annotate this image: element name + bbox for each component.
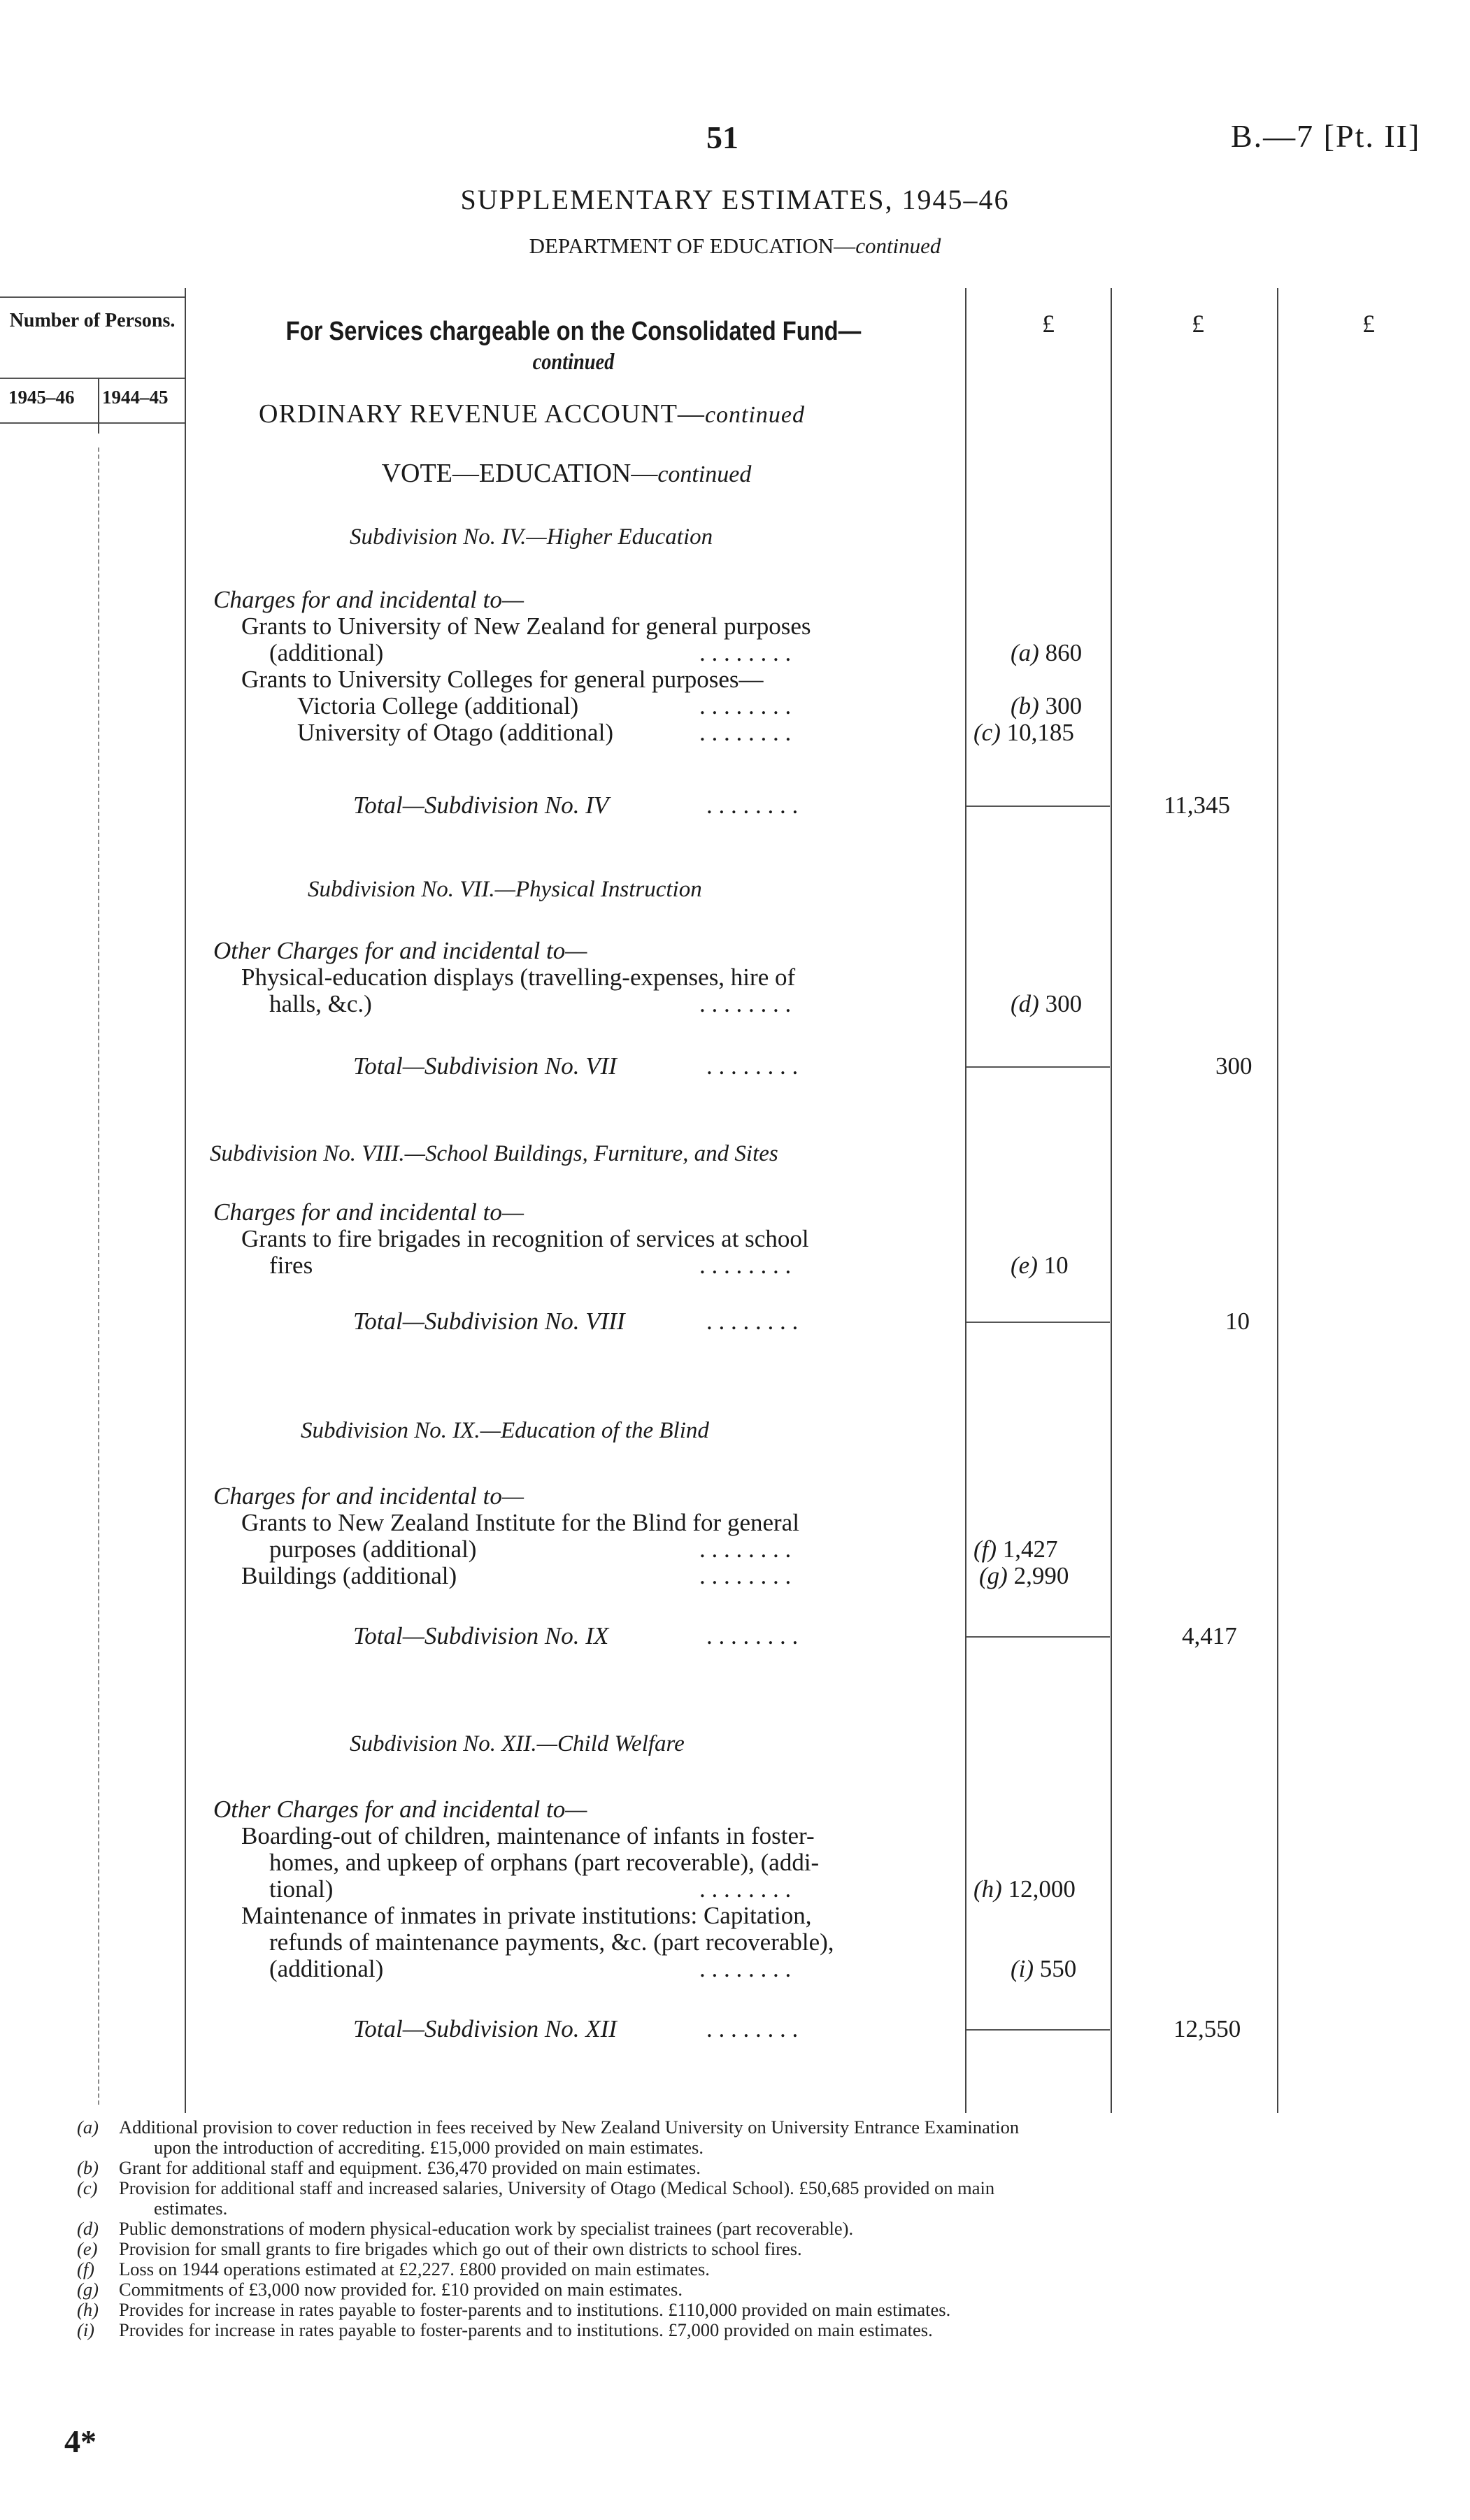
leader-dots: . . . . . . . . xyxy=(699,639,792,666)
total-rule xyxy=(966,2029,1110,2031)
subdivision-total: 12,550 xyxy=(1173,2015,1241,2042)
amount-entry: (d) 300 xyxy=(1011,990,1083,1017)
leader-dots: . . . . . . . . xyxy=(706,1052,799,1080)
charges-intro: Other Charges for and incidental to— xyxy=(213,1796,587,1823)
footnote: (g) Commitments of £3,000 now provided for. £10 provided on main estimates. xyxy=(77,2279,683,2300)
page-title: SUPPLEMENTARY ESTIMATES, 1945–46 xyxy=(460,184,1010,215)
subdivision-heading: Subdivision No. XII.—Child Welfare xyxy=(350,1731,685,1756)
item-line: tional) xyxy=(269,1875,334,1903)
footnote: (d) Public demonstrations of modern physical-education work by specialist trainees (part recoverable). xyxy=(77,2218,854,2239)
amount-column-right xyxy=(1277,288,1278,2113)
printer-signature-mark: 4* xyxy=(64,2424,97,2459)
item-line: purposes (additional) xyxy=(269,1535,477,1563)
subdivision-total: 10 xyxy=(1225,1308,1250,1335)
subdivision-total-label: Total—Subdivision No. VIII xyxy=(353,1308,625,1335)
table-top-rule xyxy=(0,296,185,298)
item-line: (additional) xyxy=(269,1955,384,1982)
item-line: University of Otago (additional) xyxy=(297,719,613,746)
year-dashes xyxy=(98,448,99,2105)
page-number: 51 xyxy=(706,120,738,155)
currency-header-3: £ xyxy=(1362,310,1375,338)
amount-entry: (e) 10 xyxy=(1011,1252,1069,1279)
total-rule xyxy=(966,1066,1110,1068)
leader-dots: . . . . . . . . xyxy=(706,2015,799,2042)
subdivision-total-label: Total—Subdivision No. XII xyxy=(353,2015,617,2042)
leader-dots: . . . . . . . . xyxy=(699,1252,792,1279)
services-heading: For Services chargeable on the Consolidated Fund— continued xyxy=(285,317,862,375)
footnotes xyxy=(77,2117,1371,2340)
leader-dots: . . . . . . . . xyxy=(706,1308,799,1335)
vote-heading: VOTE—EDUCATION—continued xyxy=(381,459,752,488)
item-line: Physical-education displays (travelling-expenses, hire of xyxy=(241,964,796,991)
item-line: halls, &c.) xyxy=(269,990,372,1017)
charges-intro: Charges for and incidental to— xyxy=(213,586,524,613)
leader-dots: . . . . . . . . xyxy=(706,1622,799,1649)
subdivision-total-label: Total—Subdivision No. IV xyxy=(353,792,609,819)
item-line: (additional) xyxy=(269,639,384,666)
footnote: (i) Provides for increase in rates payable to foster-parents and to institutions. £7,000 provided on main estimates. xyxy=(77,2319,933,2340)
item-line: refunds of maintenance payments, &c. (part recoverable), xyxy=(269,1928,834,1956)
leader-dots: . . . . . . . . xyxy=(706,792,799,819)
subdivision-total: 300 xyxy=(1215,1052,1253,1080)
item-line: Grants to fire brigades in recognition of services at school xyxy=(241,1225,809,1252)
subdivision-heading: Subdivision No. VII.—Physical Instruction xyxy=(308,877,702,902)
leader-dots: . . . . . . . . xyxy=(699,692,792,720)
number-of-persons-header: Number of Persons. xyxy=(9,310,176,331)
footnote: (c) Provision for additional staff and increased salaries, University of Otago (Medical School). £50,685 provided on main xyxy=(77,2177,995,2198)
total-rule xyxy=(966,1322,1110,1323)
footnote: (a) Additional provision to cover reduction in fees received by New Zealand University on University Entrance Examination xyxy=(77,2117,1020,2138)
charges-intro: Charges for and incidental to— xyxy=(213,1482,524,1510)
amount-entry: (a) 860 xyxy=(1011,639,1083,666)
leader-dots: . . . . . . . . xyxy=(699,1955,792,1982)
leader-dots: . . . . . . . . xyxy=(699,719,792,746)
leader-dots: . . . . . . . . xyxy=(699,1562,792,1589)
subdivision-heading: Subdivision No. IV.—Higher Education xyxy=(350,524,713,550)
item-line: Grants to University of New Zealand for general purposes xyxy=(241,613,811,640)
leader-dots: . . . . . . . . xyxy=(699,1535,792,1563)
total-rule xyxy=(966,1636,1110,1638)
amount-entry: (c) 10,185 xyxy=(973,719,1074,746)
currency-header-1: £ xyxy=(1042,310,1055,338)
leader-dots: . . . . . . . . xyxy=(699,1875,792,1903)
subdivision-total-label: Total—Subdivision No. VII xyxy=(353,1052,617,1080)
year-current-header: 1945–46 xyxy=(8,387,75,408)
year-previous-header: 1944–45 xyxy=(102,387,169,408)
department-heading: DEPARTMENT OF EDUCATION—continued xyxy=(529,234,941,258)
table-header-rule xyxy=(0,378,185,379)
item-line: Buildings (additional) xyxy=(241,1562,457,1589)
subdivision-total-label: Total—Subdivision No. IX xyxy=(353,1622,609,1649)
subdivision-total: 11,345 xyxy=(1164,792,1230,819)
leader-dots: . . . . . . . . xyxy=(699,990,792,1017)
amount-entry: (g) 2,990 xyxy=(979,1562,1069,1589)
currency-header-2: £ xyxy=(1192,310,1204,338)
amount-entry: (i) 550 xyxy=(1011,1955,1077,1982)
total-rule xyxy=(966,806,1110,807)
item-line: Grants to University Colleges for general purposes— xyxy=(241,666,764,693)
amount-entry: (f) 1,427 xyxy=(973,1535,1058,1563)
footnote-continuation: estimates. xyxy=(154,2198,228,2219)
year-divider xyxy=(98,378,99,434)
amount-column-middle xyxy=(1111,288,1112,2113)
amount-column-left xyxy=(965,288,966,2113)
footnote: (f) Loss on 1944 operations estimated at £2,227. £800 provided on main estimates. xyxy=(77,2258,710,2279)
persons-column-divider xyxy=(185,288,186,2113)
subdivision-total: 4,417 xyxy=(1182,1622,1237,1649)
item-line: Victoria College (additional) xyxy=(297,692,579,720)
account-heading: ORDINARY REVENUE ACCOUNT—continued xyxy=(259,399,806,429)
subdivision-heading: Subdivision No. VIII.—School Buildings, Furniture, and Sites xyxy=(210,1141,778,1166)
amount-entry: (h) 12,000 xyxy=(973,1875,1076,1903)
item-line: fires xyxy=(269,1252,313,1279)
amount-entry: (b) 300 xyxy=(1011,692,1083,720)
item-line: Grants to New Zealand Institute for the Blind for general xyxy=(241,1509,799,1536)
item-line: homes, and upkeep of orphans (part recoverable), (addi- xyxy=(269,1849,820,1876)
footnote: (b) Grant for additional staff and equipment. £36,470 provided on main estimates. xyxy=(77,2157,701,2178)
footnote: (e) Provision for small grants to fire brigades which go out of their own districts to school fires. xyxy=(77,2238,802,2259)
table-year-rule xyxy=(0,422,185,424)
footnote-continuation: upon the introduction of accrediting. £15,000 provided on main estimates. xyxy=(154,2137,704,2158)
document-reference: B.—7 [Pt. II] xyxy=(1231,118,1421,154)
subdivision-heading: Subdivision No. IX.—Education of the Blind xyxy=(301,1418,709,1443)
item-line: Boarding-out of children, maintenance of infants in foster- xyxy=(241,1822,815,1849)
charges-intro: Charges for and incidental to— xyxy=(213,1198,524,1226)
footnote: (h) Provides for increase in rates payable to foster-parents and to institutions. £110,000 provided on main estimates. xyxy=(77,2299,951,2320)
charges-intro: Other Charges for and incidental to— xyxy=(213,937,587,964)
item-line: Maintenance of inmates in private institutions: Capitation, xyxy=(241,1902,812,1929)
